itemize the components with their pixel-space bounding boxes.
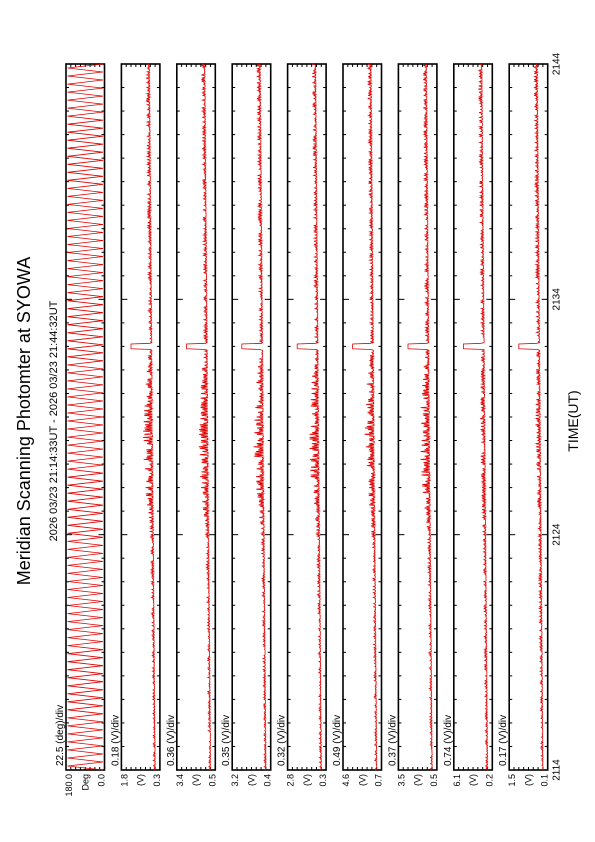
panel-scale-label: 0.35 (V)/div — [221, 714, 233, 766]
panel-bottom-value: 0.7 — [373, 774, 384, 787]
panel-trace-6 — [353, 64, 377, 770]
x-tick-label: 2124 — [551, 523, 563, 546]
chart-title: Meridian Scanning Photomter at SYOWA — [14, 256, 34, 586]
panel-trace-5 — [297, 64, 321, 770]
panel-scale-label: 0.32 (V)/div — [276, 714, 288, 766]
panel-unit-label: Deg — [80, 774, 91, 791]
panel-top-value: 3.4 — [174, 774, 185, 787]
panel-trace-8 — [463, 64, 487, 770]
panel-bottom-value: 0.3 — [151, 774, 162, 787]
panel-trace-1 — [68, 64, 104, 770]
panel-trace-9 — [519, 64, 543, 770]
panel-unit-label: (V) — [135, 774, 146, 786]
panel-unit-label: (V) — [191, 774, 202, 786]
panel-top-value: 3.5 — [396, 774, 407, 787]
panel-unit-label: (V) — [468, 774, 479, 786]
panel-scale-label: 0.74 (V)/div — [442, 714, 454, 766]
panel-top-value: 2.8 — [285, 774, 296, 787]
panel-scale-label: 0.18 (V)/div — [110, 714, 122, 766]
panel-bottom-value: 0.5 — [428, 774, 439, 787]
panel-bottom-value: 0.1 — [539, 774, 550, 787]
x-tick-label: 2134 — [551, 288, 563, 311]
panel-top-value: 3.2 — [230, 774, 241, 787]
panel-unit-label: (V) — [246, 774, 257, 786]
panel-bottom-value: 0.2 — [484, 774, 495, 787]
panel-bottom-value: 0.3 — [318, 774, 329, 787]
x-tick-label: 2114 — [551, 759, 563, 781]
panel-bottom-value: 0.5 — [207, 774, 218, 787]
time-range-label: 2026 03/23 21:14:33UT - 2026 03/23 21:44:32UT — [48, 300, 60, 542]
panel-scale-label: 0.37 (V)/div — [387, 714, 399, 766]
panel-top-value: 6.1 — [451, 774, 462, 787]
panel-trace-4 — [242, 64, 266, 770]
panel-scale-label: 0.17 (V)/div — [498, 714, 510, 766]
panel-unit-label: (V) — [357, 774, 368, 786]
panel-trace-3 — [186, 64, 210, 770]
panel-unit-label: (V) — [412, 774, 423, 786]
panel-unit-label: (V) — [523, 774, 534, 786]
panel-top-value: 4.6 — [341, 774, 351, 787]
panel-trace-2 — [131, 64, 155, 770]
x-axis-label: TIME(UT) — [565, 390, 581, 452]
panel-bottom-value: 0.4 — [262, 774, 273, 787]
panel-top-value: 1.8 — [119, 774, 130, 787]
x-tick-label: 2144 — [551, 52, 563, 76]
panel-top-value: 180.0 — [64, 774, 74, 797]
panel-scale-label: 22.5 (deg)/div — [55, 704, 66, 766]
panel-bottom-value: 0.0 — [96, 774, 107, 787]
panel-top-value: 1.5 — [507, 774, 518, 787]
panel-scale-label: 0.49 (V)/div — [332, 714, 343, 766]
panels-group — [55, 52, 563, 796]
panel-trace-7 — [408, 64, 432, 770]
panel-unit-label: (V) — [301, 774, 312, 786]
panel-scale-label: 0.36 (V)/div — [165, 714, 177, 766]
